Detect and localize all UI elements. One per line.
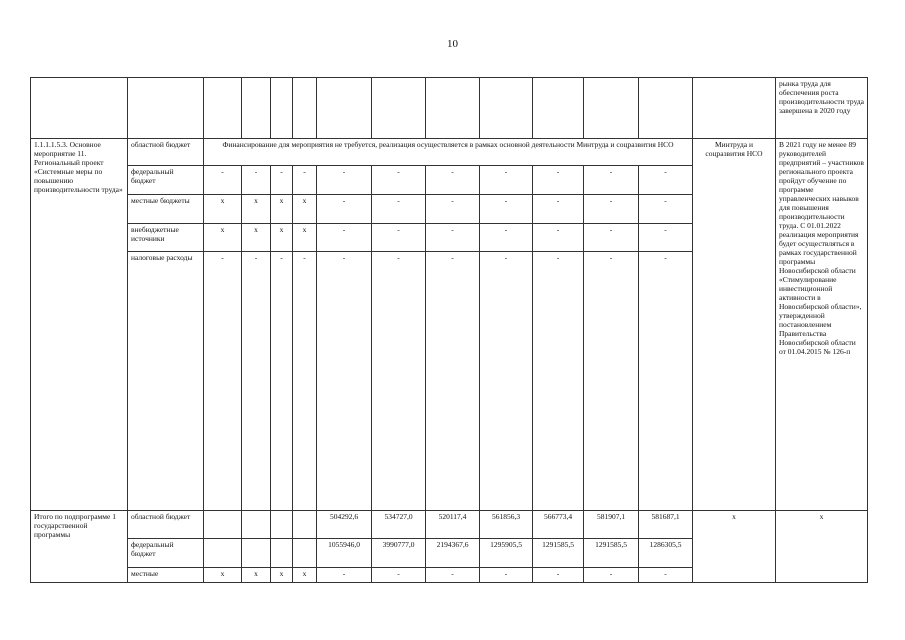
value-cell: - (480, 166, 533, 195)
value-cell: - (639, 568, 693, 583)
value-cell: - (426, 166, 480, 195)
value-cell: - (426, 224, 480, 252)
source-cell: федеральный бюджет (128, 166, 204, 195)
value-cell: 561856,3 (480, 511, 533, 539)
code-cell: - (204, 166, 242, 195)
value-cell: - (533, 568, 584, 583)
code-cell: х (293, 568, 317, 583)
value-cell: - (639, 224, 693, 252)
page-number: 10 (447, 38, 458, 50)
source-cell: областной бюджет (128, 139, 204, 166)
totals-title: Итого по подпрограмме 1 государственной программы (31, 511, 128, 583)
value-cell: 581687,1 (639, 511, 693, 539)
value-cell: - (317, 568, 372, 583)
code-cell: х (271, 224, 293, 252)
value-cell: - (533, 252, 584, 511)
value-cell: 566773,4 (533, 511, 584, 539)
code-cell: - (293, 252, 317, 511)
code-cell: х (271, 195, 293, 224)
source-cell: налоговые расходы (128, 252, 204, 511)
source-cell: федеральный бюджет (128, 539, 204, 568)
code-cell: х (204, 224, 242, 252)
code-cell: х (293, 195, 317, 224)
value-cell: - (639, 195, 693, 224)
value-cell: - (426, 195, 480, 224)
note-cell: В 2021 году не менее 89 руководителей предприятий – участников регионального проекта пройдут обучение по программе управленческих навыков для повышения производительности труда. С 01.01.2022 реализация мероприятия будет осуществляться в рамках государственной программы Новосибирской области «Стимулирование инвестиционной активности в Новосибирской области», утвержденной постановлением Правительства Новосибирской области от 01.04.2015 № 126-п (776, 139, 868, 511)
value-cell: - (317, 224, 372, 252)
note-cell: х (776, 511, 868, 583)
value-cell: 1286305,5 (639, 539, 693, 568)
value-cell: - (639, 166, 693, 195)
code-cell: х (242, 568, 271, 583)
code-cell (204, 511, 242, 539)
value-cell: 581907,1 (584, 511, 639, 539)
code-cell: х (271, 568, 293, 583)
table-row (31, 139, 868, 166)
executor-cell: Минтруда и соцразвития НСО (693, 139, 776, 511)
source-cell: внебюджетные источники (128, 224, 204, 252)
value-cell: 3990777,0 (372, 539, 426, 568)
code-cell (293, 539, 317, 568)
financing-table (30, 77, 868, 583)
value-cell: - (426, 252, 480, 511)
code-cell (293, 511, 317, 539)
value-cell: - (480, 568, 533, 583)
value-cell: - (317, 166, 372, 195)
value-cell: - (533, 166, 584, 195)
code-cell: - (271, 166, 293, 195)
code-cell (204, 539, 242, 568)
value-cell: - (584, 195, 639, 224)
value-cell: - (584, 252, 639, 511)
executor-cell: х (693, 511, 776, 583)
note-cell: рынка труда для обеспечения роста производительности труда завершена в 2020 году (776, 78, 868, 139)
value-cell: - (480, 224, 533, 252)
code-cell: - (271, 252, 293, 511)
value-cell: - (584, 224, 639, 252)
value-cell: - (372, 166, 426, 195)
code-cell (271, 511, 293, 539)
code-cell: - (242, 252, 271, 511)
value-cell: - (533, 195, 584, 224)
code-cell: х (242, 224, 271, 252)
value-cell: 1295905,5 (480, 539, 533, 568)
value-cell: - (639, 252, 693, 511)
value-cell: - (426, 568, 480, 583)
value-cell: 520117,4 (426, 511, 480, 539)
value-cell: - (480, 195, 533, 224)
code-cell: - (293, 166, 317, 195)
value-cell: - (533, 224, 584, 252)
value-cell: - (372, 224, 426, 252)
code-cell (271, 539, 293, 568)
merged-financing-note: Финансирование для мероприятия не требуется, реализация осуществляется в рамках основной деятельности Минтруда и соцразвития НСО (204, 139, 693, 166)
code-cell (242, 511, 271, 539)
table-row (31, 511, 868, 539)
value-cell: 1055946,0 (317, 539, 372, 568)
code-cell (242, 539, 271, 568)
code-cell: - (204, 252, 242, 511)
value-cell: - (317, 252, 372, 511)
code-cell: х (293, 224, 317, 252)
code-cell: х (242, 195, 271, 224)
value-cell: 1291585,5 (533, 539, 584, 568)
continuation-row (31, 78, 868, 139)
value-cell: - (480, 252, 533, 511)
measure-title: 1.1.1.1.5.3. Основное мероприятие 11. Региональный проект «Системные меры по повышению производительности труда» (31, 139, 128, 511)
code-cell: - (242, 166, 271, 195)
source-cell: местные бюджеты (128, 195, 204, 224)
source-cell: местные (128, 568, 204, 583)
value-cell: 1291585,5 (584, 539, 639, 568)
value-cell: - (317, 195, 372, 224)
value-cell: 534727,0 (372, 511, 426, 539)
value-cell: - (584, 568, 639, 583)
value-cell: - (372, 568, 426, 583)
value-cell: - (372, 252, 426, 511)
code-cell: х (204, 568, 242, 583)
source-cell: областной бюджет (128, 511, 204, 539)
value-cell: - (584, 166, 639, 195)
value-cell: - (372, 195, 426, 224)
value-cell: 2194367,6 (426, 539, 480, 568)
code-cell: х (204, 195, 242, 224)
value-cell: 504292,6 (317, 511, 372, 539)
